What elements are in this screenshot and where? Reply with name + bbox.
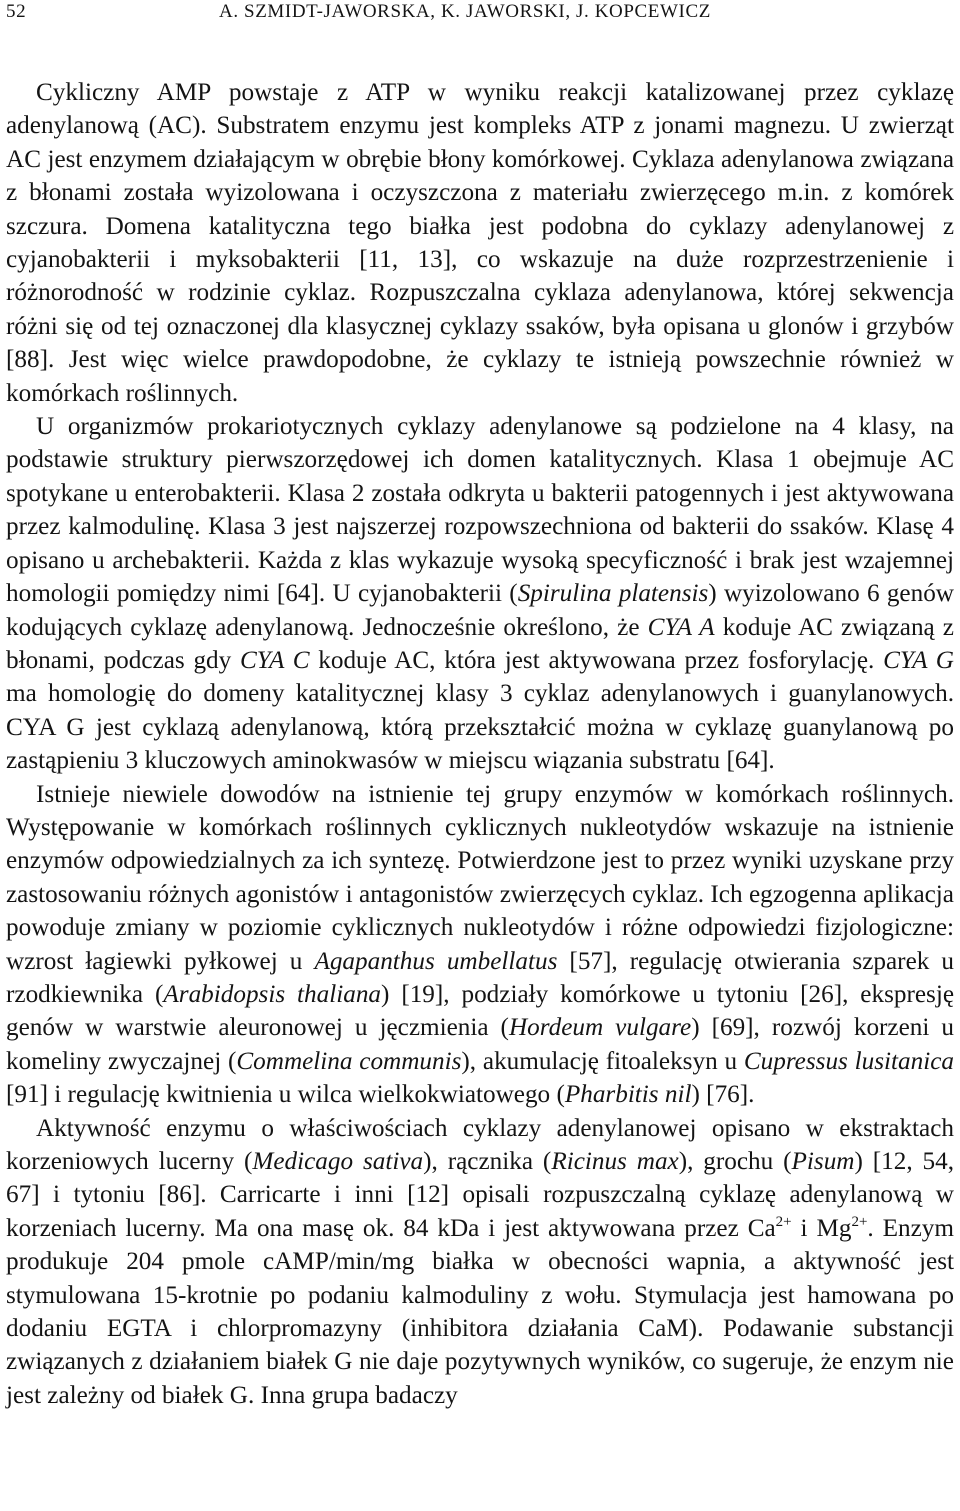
- text-run: [91] i regulację kwitnienia u wilca wielkokwiatowego (: [6, 1081, 565, 1109]
- text-run: U organizmów prokariotycznych cyklazy adenylanowe są podzielone na 4 klasy, na podstawie struktury pierwszorzędowej ich domen katalitycznych. Klasa 1 obejmuje AC spotykane u enterobakterii. Klasa 2 została odkryta u bakterii patogennych i jest aktywowana przez kalmodulinę. Klasa 3 jest najszerzej rozpowszechniona od bakterii do ssaków. Klasę 4 opisano u archebakterii. Każda z klas wykazuje wysoką specyficzność i brak jest wzajemnej homologii pomiędzy nimi [64]. U cyjanobakterii (: [6, 413, 954, 608]
- paragraph: [6, 778, 954, 1112]
- italic-text: CYA G: [883, 646, 954, 674]
- italic-text: CYA A: [647, 613, 715, 641]
- text-run: ), rącznika (: [423, 1148, 552, 1175]
- paragraph: [6, 76, 954, 410]
- text-run: ) [12, 54, 67] i tytoniu [86]. Carricarte i inni [12] opisali rozpuszczalną cyklazę adenylanową w korzeniach lucerny. Ma ona masę ok. 84 kDa i jest aktywowana przez Ca: [6, 1148, 955, 1242]
- text-run: koduje AC związaną z błonami, podczas gdy: [6, 613, 954, 674]
- superscript: 2+: [775, 1213, 792, 1230]
- text-run: . Enzym produkuje 204 pmole cAMP/min/mg białka w obecności wapnia, a aktywność jest stymulowana 15-krotnie po podaniu kalmoduliny z wołu. Stymulacja jest hamowana po dodaniu EGTA i chlorpromazyny (inhibitora działania CaM). Podawanie substancji związanych z działaniem białek G nie daje pozytywnych wyników, co sugeruje, że enzym nie jest zależny od białek G. Inna grupa badaczy: [6, 1214, 954, 1409]
- italic-text: Commelina communis: [236, 1047, 462, 1075]
- italic-text: Hordeum vulgare: [508, 1014, 692, 1042]
- text-run: [57], regulację otwierania szparek u rzodkiewnika (: [6, 947, 954, 1008]
- italic-text: Cupressus lusitanica: [743, 1047, 954, 1075]
- text-run: Cykliczny AMP powstaje z ATP w wyniku reakcji katalizowanej przez cyklazę adenylanową (AC). Substratem enzymu jest kompleks ATP z jonami magnezu. U zwierząt AC jest enzymem działającym w obrębie błony komórkowej. Cyklaza adenylanowa związana z błonami została wyizolowana i oczyszczona z materiału zwierzęcego m.in. z komórek szczura. Domena katalityczna tego białka jest podobna do cyklazy adenylanowej z cyjanobakterii i myksobakterii [11, 13], co wskazuje na duże rozprzestrzenienie i różnorodność w rodzinie cyklaz. Rozpuszczalna cyklaza adenylanowa, której sekwencja różni się od tej oznaczonej dla klasycznej cyklazy ssaków, była opisana u glonów i grzybów [88]. Jest więc wielce prawdopodobne, że cyklazy te istnieją powszechnie również w komórkach roślinnych.: [6, 79, 954, 407]
- text-run: i Mg: [791, 1214, 852, 1242]
- text-run: Aktywność enzymu o właściwościach cyklazy adenylanowej opisano w ekstraktach korzeniowych lucerny (: [6, 1114, 954, 1175]
- running-head: A. SZMIDT-JAWORSKA, K. JAWORSKI, J. KOPCEWICZ: [219, 1, 711, 22]
- paragraph: [6, 410, 954, 777]
- text-run: ) wyizolowano 6 genów kodujących cyklazę adenylanową. Jednocześnie określono, że: [6, 580, 954, 641]
- text-run: ) [19], podziały komórkowe u tytoniu [26], ekspresję genów w warstwie aleuronowej u jęczmienia (: [6, 980, 955, 1042]
- text-run: ma homologię do domeny katalitycznej klasy 3 cyklaz adenylanowych i guanylanowych. CYA G jest cyklazą adenylanową, którą przekształcić można w cyklazę guanylanową po zastąpieniu 3 kluczowych aminokwasów w miejscu wiązania substratu [64].: [6, 680, 954, 775]
- italic-text: Ricinus max: [551, 1148, 679, 1175]
- text-run: ) [69], rozwój korzeni u komeliny zwyczajnej (: [6, 1014, 954, 1075]
- superscript: 2+: [851, 1213, 868, 1230]
- italic-text: Pharbitis nil: [564, 1081, 692, 1109]
- text-run: ), grochu (: [678, 1148, 792, 1175]
- paragraph: [6, 1112, 954, 1413]
- italic-text: CYA C: [240, 646, 310, 674]
- text-run: ) [76].: [691, 1081, 755, 1109]
- page-number: 52: [6, 1, 27, 22]
- text-run: ), akumulację fitoaleksyn u: [461, 1047, 744, 1075]
- document-page: [6, 0, 954, 1412]
- text-run: Istnieje niewiele dowodów na istnienie tej grupy enzymów w komórkach roślinnych. Występowanie w komórkach roślinnych cyklicznych nukleotydów wskazuje na istnienie enzymów odpowiedzialnych za ich syntezę. Potwierdzone jest to przez wyniki uzyskane przy zastosowaniu różnych agonistów i antagonistów zwierzęcych cyklaz. Ich egzogenna aplikacja powoduje zmiany w poziomie cyklicznych nukleotydów i różne odpowiedzi fizjologiczne: wzrost łagiewki pyłkowej u: [6, 780, 954, 975]
- body-text: [6, 76, 954, 1412]
- italic-text: Spirulina platensis: [517, 580, 709, 608]
- page-header: [6, 0, 954, 56]
- italic-text: Arabidopsis thaliana: [163, 980, 382, 1008]
- text-run: koduje AC, która jest aktywowana przez fosforylację.: [309, 646, 884, 674]
- italic-text: Medicago sativa: [252, 1148, 424, 1175]
- italic-text: Pisum: [791, 1148, 855, 1175]
- italic-text: Agapanthus umbellatus: [314, 947, 558, 975]
